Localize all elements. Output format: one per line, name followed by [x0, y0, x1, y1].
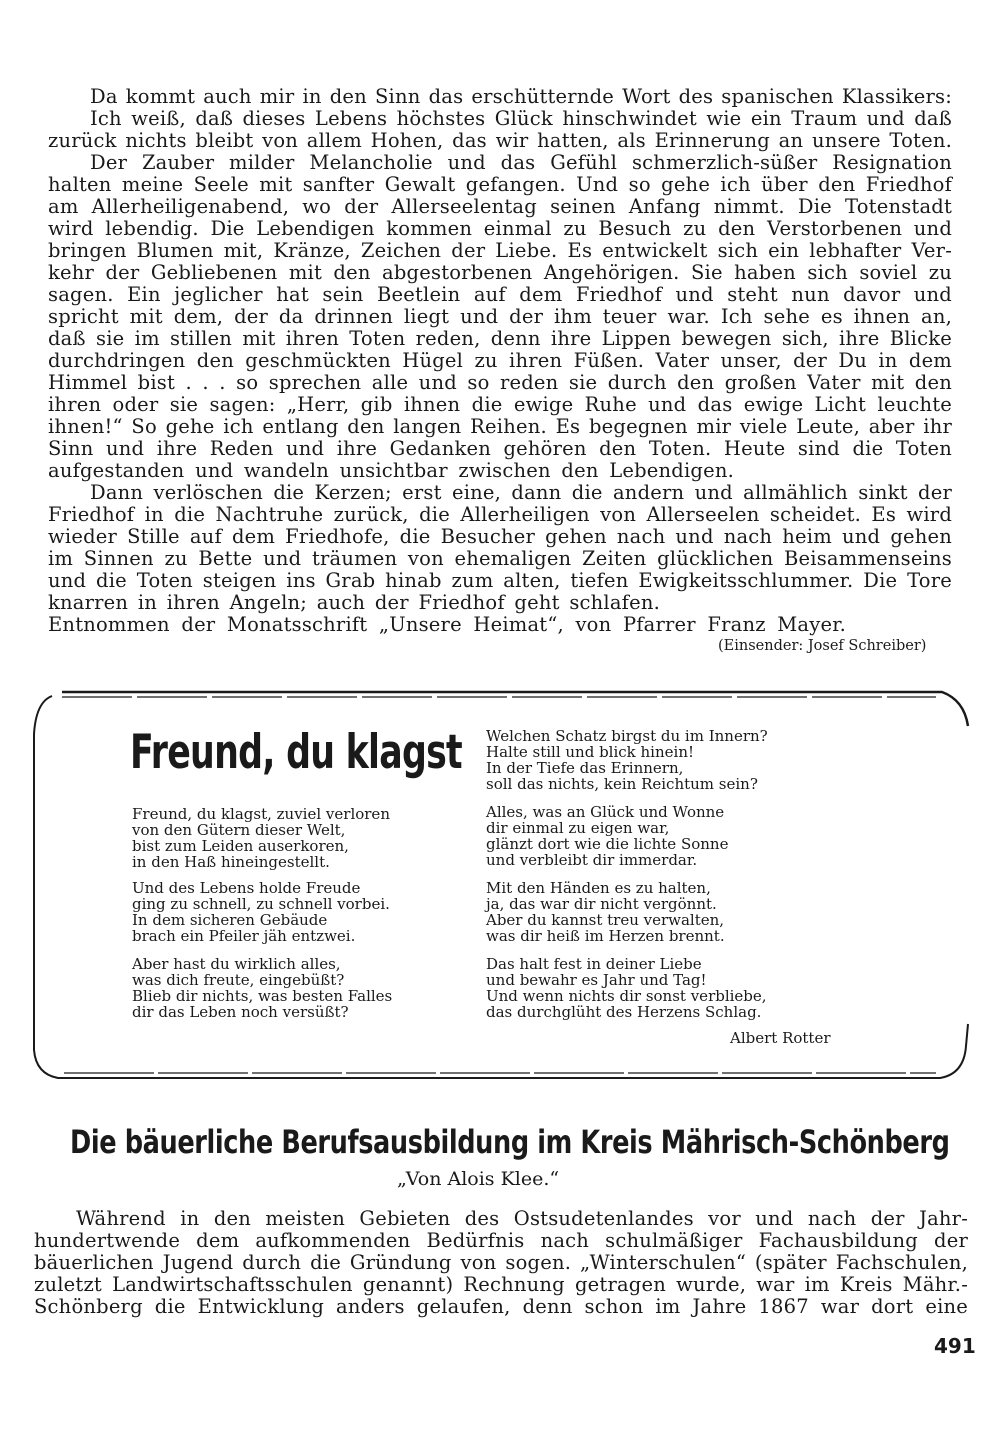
text-line: am Allerheiligenabend, wo der Allerseelentag seinen Anfang nimmt. Die Totenstadt: [48, 195, 952, 218]
text-line: im Sinnen zu Bette und träumen von ehemaligen Zeiten glücklichen Beisammenseins: [48, 547, 952, 570]
poem-line: soll das nichts, kein Reichtum sein?: [486, 775, 758, 793]
text-line: Entnommen der Monatsschrift „Unsere Heimat“, von Pfarrer Franz Mayer.: [48, 613, 846, 636]
poem-line: Aber hast du wirklich alles,: [132, 955, 341, 973]
poem-line: dir einmal zu eigen war,: [486, 819, 670, 837]
poem-line: von den Gütern dieser Welt,: [132, 821, 346, 839]
text-line: sagen. Ein jeglicher hat sein Beetlein auf dem Friedhof und steht nun davor und: [48, 283, 952, 306]
poem-line: In dem sicheren Gebäude: [132, 911, 328, 929]
poem-line: Halte still und blick hinein!: [486, 743, 695, 761]
poem-line: Das halt fest in deiner Liebe: [486, 955, 702, 973]
poem-line: In der Tiefe das Erinnern,: [486, 759, 684, 777]
poem-line: was dich freute, eingebüßt?: [132, 971, 345, 989]
text-line: kehr der Gebliebenen mit den abgestorbenen Angehörigen. Sie haben sich soviel zu: [48, 261, 952, 284]
text-line: bringen Blumen mit, Kränze, Zeichen der Liebe. Es entwickelt sich ein lebhafter Ver-: [48, 239, 952, 262]
text-line: knarren in ihren Angeln; auch der Friedhof geht schlafen.: [48, 591, 660, 614]
text-line: aufgestanden und wandeln unsichtbar zwischen den Lebendigen.: [48, 459, 734, 482]
poem-line: Mit den Händen es zu halten,: [486, 879, 711, 897]
contributor-note: (Einsender: Josef Schreiber): [718, 638, 927, 654]
poem-line: Und wenn nichts dir sonst verbliebe,: [486, 987, 767, 1005]
poem-line: Und des Lebens holde Freude: [132, 879, 361, 897]
poem-line: und bewahr es Jahr und Tag!: [486, 971, 707, 989]
poem-line: dir das Leben noch versüßt?: [132, 1003, 349, 1021]
text-line: spricht mit dem, der da drinnen liegt und der ihm teuer war. Ich sehe es ihnen an,: [48, 305, 952, 328]
poem-line: das durchglüht des Herzens Schlag.: [486, 1003, 762, 1021]
text-line: Der Zauber milder Melancholie und das Gefühl schmerzlich-süßer Resignation: [90, 151, 952, 174]
text-line: Friedhof in die Nachtruhe zurück, die Allerheiligen von Allerseelen scheidet. Es wird: [48, 503, 952, 526]
text-line: zuletzt Landwirtschaftsschulen genannt) Rechnung getragen wurde, war im Kreis Mähr.-: [34, 1273, 968, 1296]
poem-line: in den Haß hineingestellt.: [132, 853, 330, 871]
poem-line: Aber du kannst treu verwalten,: [486, 911, 725, 929]
text-line: wird lebendig. Die Lebendigen kommen einmal zu Besuch zu den Verstorbenen und: [48, 217, 952, 240]
text-line: und die Toten steigen ins Grab hinab zum alten, tiefen Ewigkeitsschlummer. Die Tore: [48, 569, 952, 592]
poem-line: Alles, was an Glück und Wonne: [486, 803, 725, 821]
text-line: zurück nichts bleibt von allem Hohen, das wir hatten, als Erinnerung an unsere Toten.: [48, 129, 952, 152]
text-line: bäuerlichen Jugend durch die Gründung von sogen. „Winterschulen“ (später Fachschulen,: [34, 1251, 968, 1274]
text-line: ihnen!“ So gehe ich entlang den langen Reihen. Es begegnen mir viele Leute, aber ihr: [48, 415, 952, 438]
text-line: Da kommt auch mir in den Sinn das erschütternde Wort des spanischen Klassikers:: [90, 85, 952, 108]
text-line: hundertwende dem aufkommenden Bedürfnis nach schulmäßiger Fachausbildung der: [34, 1229, 968, 1252]
poem-line: ging zu schnell, zu schnell vorbei.: [132, 895, 390, 913]
poem-line: Freund, du klagst, zuviel verloren: [132, 805, 390, 823]
text-line: ihren oder sie sagen: „Herr, gib ihnen die ewige Ruhe und das ewige Licht leuchte: [48, 393, 952, 416]
poem-author: Albert Rotter: [730, 1029, 831, 1047]
poem-line: Welchen Schatz birgst du im Innern?: [486, 727, 768, 745]
article-title: Die bäuerliche Berufsausbildung im Kreis Mährisch-Schönberg: [70, 1123, 950, 1161]
poem-line: was dir heiß im Herzen brennt.: [486, 927, 725, 945]
poem-line: glänzt dort wie die lichte Sonne: [486, 835, 729, 853]
text-line: wieder Stille auf dem Friedhofe, die Besucher gehen nach und nach heim und gehen: [48, 525, 952, 548]
poem-line: Blieb dir nichts, was besten Falles: [132, 987, 393, 1005]
poem-title: Freund, du klagst: [130, 725, 462, 780]
poem-line: brach ein Pfeiler jäh entzwei.: [132, 927, 356, 945]
text-line: Schönberg die Entwicklung anders gelaufen, denn schon im Jahre 1867 war dort eine: [34, 1295, 968, 1318]
text-line: Sinn und ihre Reden und ihre Gedanken gehören den Toten. Heute sind die Toten: [48, 437, 952, 460]
poem-line: bist zum Leiden auserkoren,: [132, 837, 349, 855]
text-line: halten meine Seele mit sanfter Gewalt gefangen. Und so gehe ich über den Friedhof: [48, 173, 952, 196]
page-number: 491: [934, 1334, 976, 1358]
text-line: Himmel bist . . . so sprechen alle und so reden sie durch den großen Vater mit den: [48, 371, 952, 394]
text-line: durchdringen den geschmückten Hügel zu ihren Füßen. Vater unser, der Du in dem: [48, 349, 952, 372]
poem-line: und verbleibt dir immerdar.: [486, 851, 698, 869]
text-line: Während in den meisten Gebieten des Ostsudetenlandes vor und nach der Jahr-: [76, 1207, 968, 1230]
text-line: Dann verlöschen die Kerzen; erst eine, dann die andern und allmählich sinkt der: [90, 481, 952, 504]
text-line: daß sie im stillen mit ihren Toten reden, denn ihre Lippen bewegen sich, ihre Blicke: [48, 327, 952, 350]
text-line: Ich weiß, daß dieses Lebens höchstes Glück hinschwindet wie ein Traum und daß: [90, 107, 952, 130]
article-byline: „Von Alois Klee.“: [397, 1168, 560, 1190]
poem-line: ja, das war dir nicht vergönnt.: [486, 895, 717, 913]
